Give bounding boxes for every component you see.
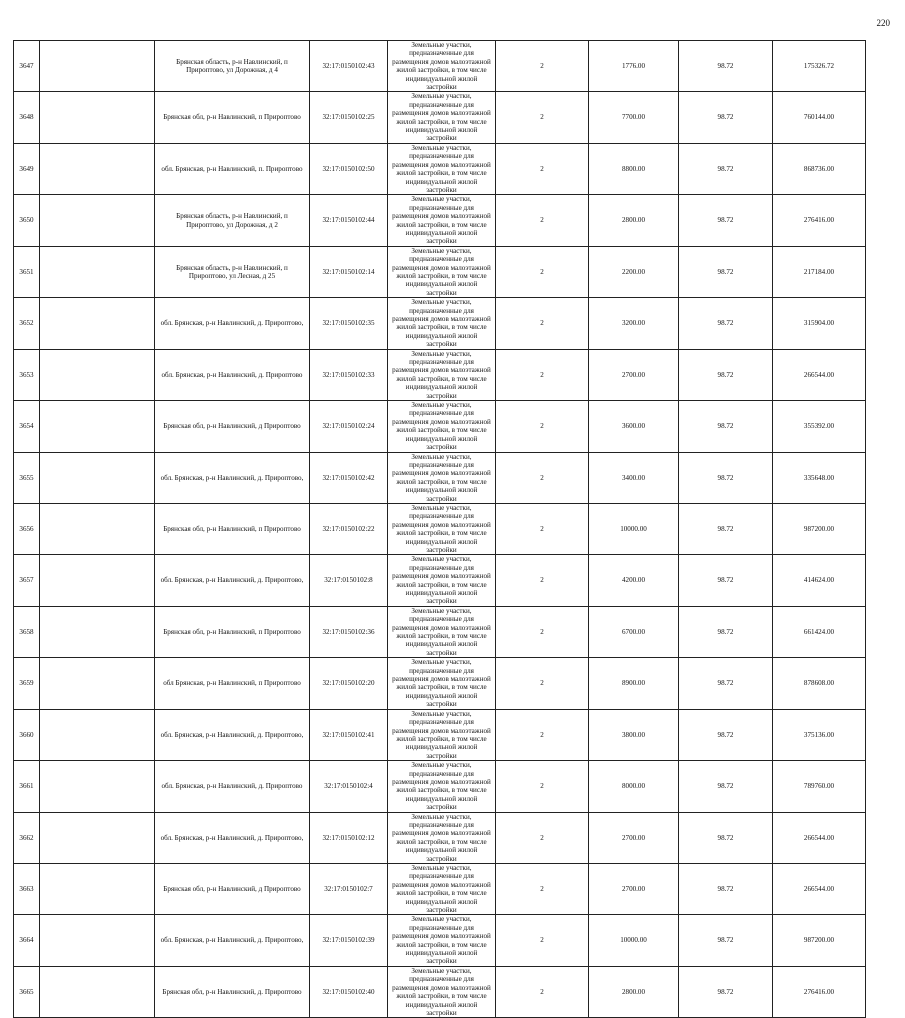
cadastral-value-cell: 335648.00 — [773, 452, 866, 503]
row-number-cell: 3650 — [14, 195, 40, 246]
row-number-cell: 3659 — [14, 658, 40, 709]
blank-cell — [40, 298, 155, 349]
land-use-cell: Земельные участки, предназначенные для размещения домов малоэтажной жилой застройки, в том числе индивидуальной жилой застройки — [388, 143, 496, 194]
address-cell: обл. Брянская, р-н Навлинский, д. Прироптово — [155, 761, 310, 812]
cadastral-value-cell: 414624.00 — [773, 555, 866, 606]
row-number-cell: 3651 — [14, 246, 40, 297]
table-row — [14, 709, 866, 760]
cadastral-number-cell: 32:17:0150102:8 — [310, 555, 388, 606]
rate-cell: 98.72 — [679, 41, 773, 92]
group-cell: 2 — [496, 761, 589, 812]
group-cell: 2 — [496, 143, 589, 194]
rate-cell: 98.72 — [679, 966, 773, 1017]
table-row — [14, 349, 866, 400]
table-row — [14, 606, 866, 657]
cadastral-value-cell: 276416.00 — [773, 966, 866, 1017]
blank-cell — [40, 92, 155, 143]
group-cell: 2 — [496, 966, 589, 1017]
cadastral-number-cell: 32:17:0150102:41 — [310, 709, 388, 760]
cadastral-number-cell: 32:17:0150102:20 — [310, 658, 388, 709]
group-cell: 2 — [496, 246, 589, 297]
land-use-cell: Земельные участки, предназначенные для размещения домов малоэтажной жилой застройки, в том числе индивидуальной жилой застройки — [388, 41, 496, 92]
cadastral-value-cell: 217184.00 — [773, 246, 866, 297]
land-use-cell: Земельные участки, предназначенные для размещения домов малоэтажной жилой застройки, в том числе индивидуальной жилой застройки — [388, 658, 496, 709]
area-cell: 4200.00 — [589, 555, 679, 606]
blank-cell — [40, 658, 155, 709]
area-cell: 2700.00 — [589, 864, 679, 915]
cadastral-value-cell: 315904.00 — [773, 298, 866, 349]
cadastral-number-cell: 32:17:0150102:50 — [310, 143, 388, 194]
group-cell: 2 — [496, 92, 589, 143]
cadastral-number-cell: 32:17:0150102:36 — [310, 606, 388, 657]
table-row — [14, 401, 866, 452]
blank-cell — [40, 401, 155, 452]
group-cell: 2 — [496, 915, 589, 966]
blank-cell — [40, 915, 155, 966]
rate-cell: 98.72 — [679, 606, 773, 657]
address-cell: обл. Брянская, р-н Навлинский, д. Прироптово, — [155, 298, 310, 349]
table-row — [14, 298, 866, 349]
row-number-cell: 3653 — [14, 349, 40, 400]
group-cell: 2 — [496, 709, 589, 760]
table-row — [14, 41, 866, 92]
row-number-cell: 3657 — [14, 555, 40, 606]
row-number-cell: 3658 — [14, 606, 40, 657]
blank-cell — [40, 864, 155, 915]
row-number-cell: 3648 — [14, 92, 40, 143]
cadastral-number-cell: 32:17:0150102:25 — [310, 92, 388, 143]
blank-cell — [40, 812, 155, 863]
cadastral-number-cell: 32:17:0150102:33 — [310, 349, 388, 400]
table-row — [14, 812, 866, 863]
table-row — [14, 966, 866, 1017]
group-cell: 2 — [496, 298, 589, 349]
area-cell: 3200.00 — [589, 298, 679, 349]
row-number-cell: 3647 — [14, 41, 40, 92]
table-body — [14, 41, 866, 1018]
land-use-cell: Земельные участки, предназначенные для размещения домов малоэтажной жилой застройки, в том числе индивидуальной жилой застройки — [388, 555, 496, 606]
area-cell: 1776.00 — [589, 41, 679, 92]
rate-cell: 98.72 — [679, 401, 773, 452]
area-cell: 2200.00 — [589, 246, 679, 297]
cadastral-value-cell: 661424.00 — [773, 606, 866, 657]
cadastral-value-cell: 375136.00 — [773, 709, 866, 760]
land-use-cell: Земельные участки, предназначенные для размещения домов малоэтажной жилой застройки, в том числе индивидуальной жилой застройки — [388, 195, 496, 246]
rate-cell: 98.72 — [679, 349, 773, 400]
group-cell: 2 — [496, 452, 589, 503]
land-use-cell: Земельные участки, предназначенные для размещения домов малоэтажной жилой застройки, в том числе индивидуальной жилой застройки — [388, 401, 496, 452]
address-cell: Брянская обл, р-н Навлинский, д Прироптово — [155, 864, 310, 915]
row-number-cell: 3649 — [14, 143, 40, 194]
land-use-cell: Земельные участки, предназначенные для размещения домов малоэтажной жилой застройки, в том числе индивидуальной жилой застройки — [388, 761, 496, 812]
land-use-cell: Земельные участки, предназначенные для размещения домов малоэтажной жилой застройки, в том числе индивидуальной жилой застройки — [388, 349, 496, 400]
row-number-cell: 3663 — [14, 864, 40, 915]
address-cell: обл Брянская, р-н Навлинский, п Прироптово — [155, 658, 310, 709]
table-row — [14, 452, 866, 503]
rate-cell: 98.72 — [679, 864, 773, 915]
table-row — [14, 864, 866, 915]
rate-cell: 98.72 — [679, 812, 773, 863]
row-number-cell: 3664 — [14, 915, 40, 966]
area-cell: 10000.00 — [589, 503, 679, 554]
row-number-cell: 3661 — [14, 761, 40, 812]
group-cell: 2 — [496, 401, 589, 452]
address-cell: Брянская обл, р-н Навлинский, п Прироптово — [155, 503, 310, 554]
table-row — [14, 658, 866, 709]
area-cell: 7700.00 — [589, 92, 679, 143]
rate-cell: 98.72 — [679, 298, 773, 349]
cadastral-number-cell: 32:17:0150102:44 — [310, 195, 388, 246]
cadastral-number-cell: 32:17:0150102:40 — [310, 966, 388, 1017]
cadastral-number-cell: 32:17:0150102:35 — [310, 298, 388, 349]
rate-cell: 98.72 — [679, 246, 773, 297]
address-cell: Брянская область, р-н Навлинский, п Прироптово, ул Лесная, д 25 — [155, 246, 310, 297]
table-row — [14, 246, 866, 297]
table-row — [14, 761, 866, 812]
land-use-cell: Земельные участки, предназначенные для размещения домов малоэтажной жилой застройки, в том числе индивидуальной жилой застройки — [388, 966, 496, 1017]
land-use-cell: Земельные участки, предназначенные для размещения домов малоэтажной жилой застройки, в том числе индивидуальной жилой застройки — [388, 606, 496, 657]
address-cell: Брянская область, р-н Навлинский, п Прироптово, ул Дорожная, д 4 — [155, 41, 310, 92]
row-number-cell: 3660 — [14, 709, 40, 760]
group-cell: 2 — [496, 349, 589, 400]
area-cell: 8800.00 — [589, 143, 679, 194]
cadastral-number-cell: 32:17:0150102:43 — [310, 41, 388, 92]
address-cell: Брянская обл, р-н Навлинский, д Прироптово — [155, 401, 310, 452]
blank-cell — [40, 761, 155, 812]
land-use-cell: Земельные участки, предназначенные для размещения домов малоэтажной жилой застройки, в том числе индивидуальной жилой застройки — [388, 503, 496, 554]
address-cell: обл. Брянская, р-н Навлинский, д. Прироптово, — [155, 812, 310, 863]
cadastral-value-cell: 175326.72 — [773, 41, 866, 92]
cadastral-number-cell: 32:17:0150102:22 — [310, 503, 388, 554]
rate-cell: 98.72 — [679, 915, 773, 966]
land-use-cell: Земельные участки, предназначенные для размещения домов малоэтажной жилой застройки, в том числе индивидуальной жилой застройки — [388, 812, 496, 863]
cadastral-value-cell: 789760.00 — [773, 761, 866, 812]
address-cell: Брянская обл, р-н Навлинский, п Прироптово — [155, 606, 310, 657]
land-use-cell: Земельные участки, предназначенные для размещения домов малоэтажной жилой застройки, в том числе индивидуальной жилой застройки — [388, 92, 496, 143]
address-cell: Брянская обл, р-н Навлинский, д. Прироптово — [155, 966, 310, 1017]
cadastral-number-cell: 32:17:0150102:4 — [310, 761, 388, 812]
rate-cell: 98.72 — [679, 555, 773, 606]
row-number-cell: 3665 — [14, 966, 40, 1017]
blank-cell — [40, 503, 155, 554]
group-cell: 2 — [496, 658, 589, 709]
table-row — [14, 195, 866, 246]
table-row — [14, 503, 866, 554]
cadastral-number-cell: 32:17:0150102:42 — [310, 452, 388, 503]
address-cell: обл. Брянская, р-н Навлинский, д. Прироптово, — [155, 555, 310, 606]
row-number-cell: 3662 — [14, 812, 40, 863]
area-cell: 8000.00 — [589, 761, 679, 812]
rate-cell: 98.72 — [679, 452, 773, 503]
row-number-cell: 3654 — [14, 401, 40, 452]
area-cell: 2700.00 — [589, 812, 679, 863]
blank-cell — [40, 709, 155, 760]
area-cell: 3400.00 — [589, 452, 679, 503]
cadastral-number-cell: 32:17:0150102:24 — [310, 401, 388, 452]
cadastral-value-cell: 878608.00 — [773, 658, 866, 709]
rate-cell: 98.72 — [679, 143, 773, 194]
blank-cell — [40, 555, 155, 606]
land-use-cell: Земельные участки, предназначенные для размещения домов малоэтажной жилой застройки, в том числе индивидуальной жилой застройки — [388, 864, 496, 915]
page-number: 220 — [876, 18, 890, 28]
area-cell: 2800.00 — [589, 195, 679, 246]
address-cell: обл. Брянская, р-н Навлинский, д. Прироптово, — [155, 915, 310, 966]
address-cell: Брянская обл, р-н Навлинский, п Прироптово — [155, 92, 310, 143]
blank-cell — [40, 41, 155, 92]
land-use-cell: Земельные участки, предназначенные для размещения домов малоэтажной жилой застройки, в том числе индивидуальной жилой застройки — [388, 246, 496, 297]
address-cell: Брянская область, р-н Навлинский, п Прироптово, ул Дорожная, д 2 — [155, 195, 310, 246]
area-cell: 3600.00 — [589, 401, 679, 452]
table-row — [14, 915, 866, 966]
land-use-cell: Земельные участки, предназначенные для размещения домов малоэтажной жилой застройки, в том числе индивидуальной жилой застройки — [388, 709, 496, 760]
group-cell: 2 — [496, 812, 589, 863]
address-cell: обл. Брянская, р-н Навлинский, п. Прироптово — [155, 143, 310, 194]
area-cell: 3800.00 — [589, 709, 679, 760]
land-use-cell: Земельные участки, предназначенные для размещения домов малоэтажной жилой застройки, в том числе индивидуальной жилой застройки — [388, 298, 496, 349]
cadastral-value-cell: 760144.00 — [773, 92, 866, 143]
cadastral-number-cell: 32:17:0150102:14 — [310, 246, 388, 297]
rate-cell: 98.72 — [679, 709, 773, 760]
cadastral-value-cell: 987200.00 — [773, 503, 866, 554]
table-row — [14, 555, 866, 606]
area-cell: 2800.00 — [589, 966, 679, 1017]
cadastral-value-cell: 276416.00 — [773, 195, 866, 246]
rate-cell: 98.72 — [679, 761, 773, 812]
blank-cell — [40, 349, 155, 400]
blank-cell — [40, 195, 155, 246]
group-cell: 2 — [496, 195, 589, 246]
blank-cell — [40, 452, 155, 503]
rate-cell: 98.72 — [679, 658, 773, 709]
group-cell: 2 — [496, 606, 589, 657]
row-number-cell: 3652 — [14, 298, 40, 349]
table-row — [14, 143, 866, 194]
cadastral-number-cell: 32:17:0150102:7 — [310, 864, 388, 915]
area-cell: 10000.00 — [589, 915, 679, 966]
address-cell: обл. Брянская, р-н Навлинский, д. Прироптово — [155, 349, 310, 400]
group-cell: 2 — [496, 41, 589, 92]
blank-cell — [40, 966, 155, 1017]
cadastral-value-cell: 266544.00 — [773, 349, 866, 400]
cadastral-value-cell: 266544.00 — [773, 864, 866, 915]
rate-cell: 98.72 — [679, 92, 773, 143]
rate-cell: 98.72 — [679, 195, 773, 246]
area-cell: 8900.00 — [589, 658, 679, 709]
cadastral-number-cell: 32:17:0150102:12 — [310, 812, 388, 863]
blank-cell — [40, 143, 155, 194]
cadastral-value-cell: 868736.00 — [773, 143, 866, 194]
land-use-cell: Земельные участки, предназначенные для размещения домов малоэтажной жилой застройки, в том числе индивидуальной жилой застройки — [388, 452, 496, 503]
blank-cell — [40, 246, 155, 297]
group-cell: 2 — [496, 555, 589, 606]
area-cell: 6700.00 — [589, 606, 679, 657]
cadastral-value-cell: 987200.00 — [773, 915, 866, 966]
row-number-cell: 3655 — [14, 452, 40, 503]
blank-cell — [40, 606, 155, 657]
address-cell: обл. Брянская, р-н Навлинский, д. Прироптово, — [155, 452, 310, 503]
address-cell: обл. Брянская, р-н Навлинский, д. Прироптово, — [155, 709, 310, 760]
cadastral-number-cell: 32:17:0150102:39 — [310, 915, 388, 966]
row-number-cell: 3656 — [14, 503, 40, 554]
area-cell: 2700.00 — [589, 349, 679, 400]
group-cell: 2 — [496, 503, 589, 554]
table-row — [14, 92, 866, 143]
land-use-cell: Земельные участки, предназначенные для размещения домов малоэтажной жилой застройки, в том числе индивидуальной жилой застройки — [388, 915, 496, 966]
cadastral-value-cell: 355392.00 — [773, 401, 866, 452]
group-cell: 2 — [496, 864, 589, 915]
cadastral-value-cell: 266544.00 — [773, 812, 866, 863]
land-plots-table — [13, 40, 866, 1018]
rate-cell: 98.72 — [679, 503, 773, 554]
